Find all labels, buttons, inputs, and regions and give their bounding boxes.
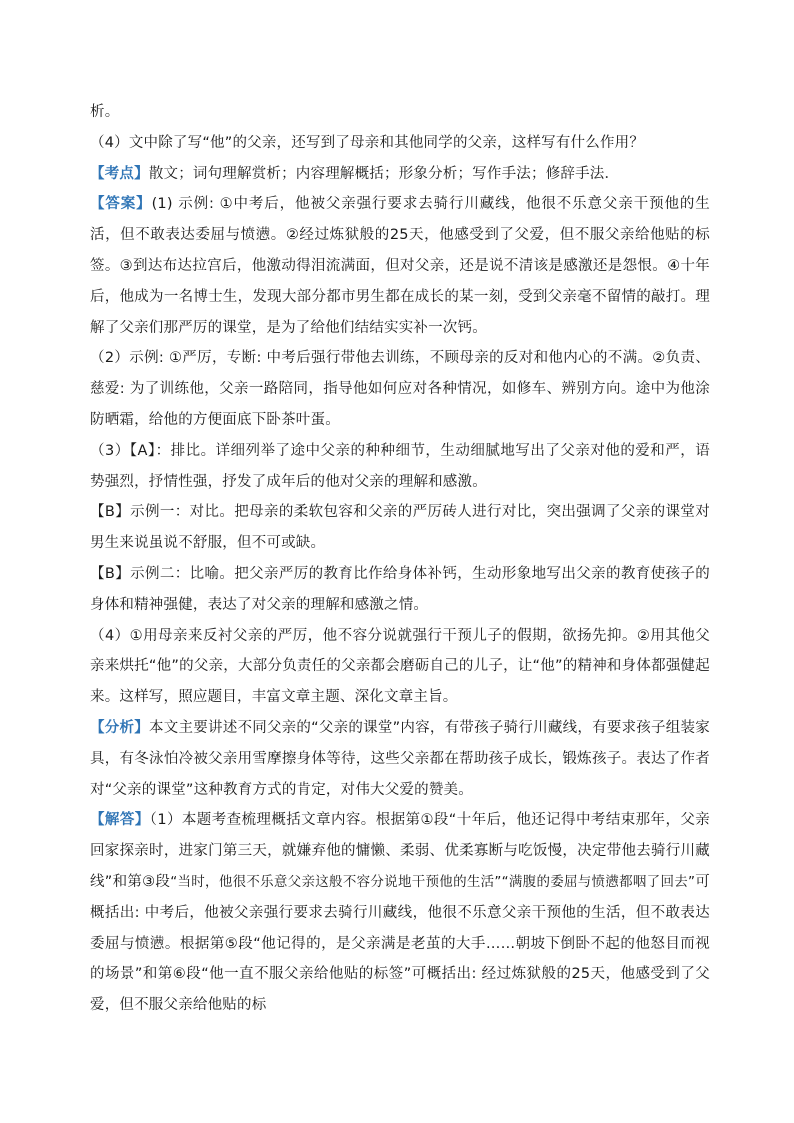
analysis-label: 【分析】 (90, 719, 149, 736)
answer-3b-2-text: 示例二：比喻。把父亲严厉的教育比作给身体补钙，生动形象地写出父亲的教育使孩子的身体和精神强健，表达了对父亲的理解和感激之情。 (90, 565, 710, 613)
solution-text-3: 可概括出: 中考后，他被父亲强行要求去骑行川藏线，他很不乐意父亲干预他的生活，但不敢表达委屈与愤懑。根据第⑤段“他记得的，是父亲满是老茧的大手……朝坡下倒卧不起的他怒目而视的场景”和第⑥段“他一直不服父亲给他贴的标签”可概括出: 经过炼狱般的25天，他感受到了父爱，但不服父亲给他贴的标 (90, 873, 710, 1014)
answer-4-text: （4）①用母亲来反衬父亲的严厉，他不容分说就强行干预儿子的假期，欲扬先抑。②用其他父亲来烘托“他”的父亲，大部分负责任的父亲都会磨砺自己的儿子，让“他”的精神和身体都强健起来。这样写，照应题目，丰富文章主题、深化文章主旨。 (90, 627, 710, 706)
answer-4 (90, 621, 710, 713)
answer-3b-2-label: 【B】 (90, 565, 131, 582)
analysis-section (90, 713, 710, 805)
answer-label: 【答案】 (90, 196, 152, 213)
paragraph-text: 析。 (90, 104, 120, 120)
answer-3b-1-text: 示例一：对比。把母亲的柔软包容和父亲的严厉砖人进行对比，突出强调了父亲的课堂对男生来说虽说不舒服，但不可或缺。 (90, 504, 710, 552)
answer-3b-1-label: 【B】 (90, 504, 131, 521)
question-4-text: （4）文中除了写“他”的父亲，还写到了母亲和其他同学的父亲，这样写有什么作用？ (90, 134, 645, 151)
answer-2-text: （2）示例: ①严厉，专断: 中考后强行带他去训练，不顾母亲的反对和他内心的不满。②负责、慈爱: 为了训练他，父亲一路陪同，指导他如何应对各种情况，如修车、辨别方向。途中为他涂防晒霜，给他的方便面底下卧茶叶蛋。 (90, 350, 710, 428)
kaodian-text: 散文；词句理解赏析；内容理解概括；形象分析；写作手法；修辞手法． (148, 165, 620, 182)
analysis-text: 本文主要讲述不同父亲的“父亲的课堂”内容，有带孩子骑行川藏线，有要求孩子组装家具，有冬泳怕冷被父亲用雪摩擦身体等待，这些父亲都在帮助孩子成长，锻炼孩子。表达了作者对“父亲的课堂”这种教育方式的肯定，对伟大父爱的赞美。 (90, 719, 710, 798)
kaodian-label: 【考点】 (90, 165, 149, 182)
question-4 (90, 128, 710, 159)
solution-section (90, 805, 710, 1021)
solution-text-1: （1）本题考查梳理概括文章内容。根据第①段“十年后，他还记得中考结束那年，父亲回家探亲时，进家门第三天，就嫌弃他的慵懒、柔弱、优柔寡断与吃饭慢，决定带他去骑行川藏线”和第③段 (90, 812, 710, 890)
document-content (90, 97, 710, 1021)
answer-3a (90, 436, 710, 498)
answer-3b-1 (90, 497, 710, 559)
answer-section (90, 189, 710, 343)
solution-label: 【解答】 (90, 812, 150, 829)
answer-3b-2 (90, 559, 710, 621)
answer-2 (90, 343, 710, 435)
solution-text-2: “当时，他很不乐意父亲这般不容分说地干预他的生活”“满腹的委屈与愤懑都咽了回去” (170, 873, 696, 890)
kaodian-section (90, 159, 710, 190)
answer-3a-label: （3）【A】 (90, 442, 156, 459)
paragraph-continuation (90, 97, 710, 128)
answer-3a-text: ：排比。详细列举了途中父亲的种种细节，生动细腻地写出了父亲对他的爱和严，语势强烈，抒情性强，抒发了成年后的他对父亲的理解和感激。 (90, 442, 710, 490)
answer-text: (1) 示例: ①中考后，他被父亲强行要求去骑行川藏线，他很不乐意父亲干预他的生活，但不敢表达委屈与愤懑。②经过炼狱般的25天，他感受到了父爱，但不服父亲给他贴的标签。③到达布达拉宫后，他激动得泪流满面，但对父亲，还是说不清该是感激还是怨恨。④十年后，他成为一名博士生，发现大部分都市男生都在成长的某一刻，受到父亲毫不留情的敲打。理解了父亲们那严厉的课堂，是为了给他们结结实实补一次钙。 (90, 196, 710, 336)
